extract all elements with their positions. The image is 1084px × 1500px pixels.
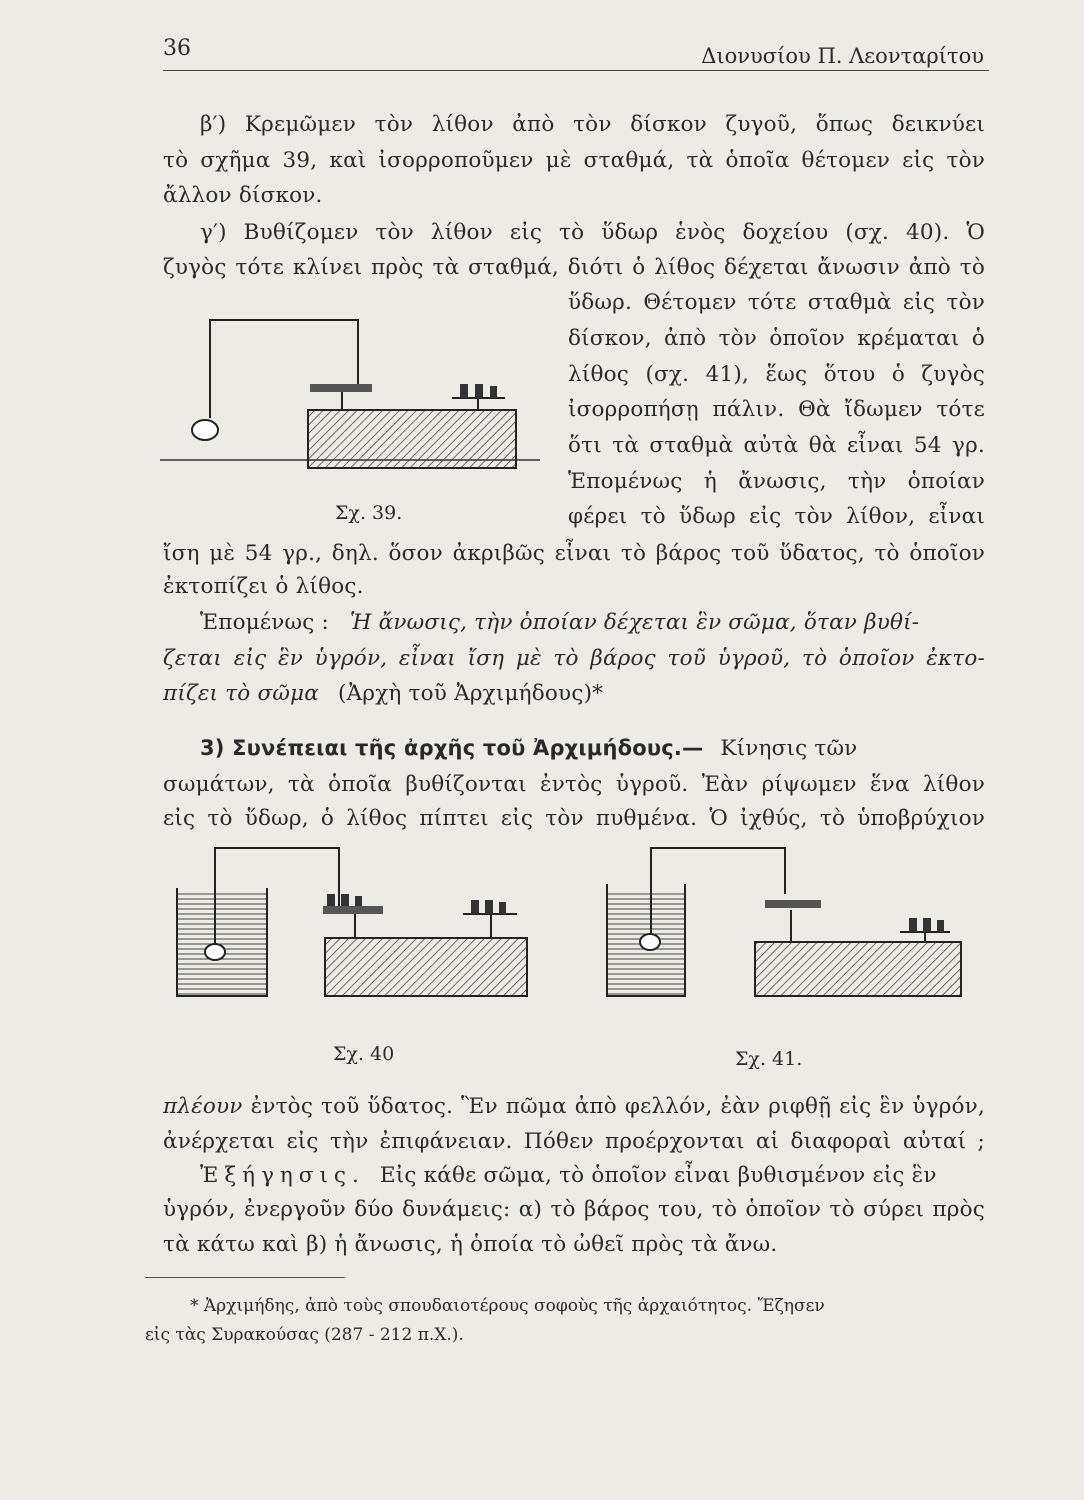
text-line: ὅτι τὰ σταθμὰ αὐτὰ θὰ εἶναι 54 γρ. (568, 433, 985, 458)
text-line (163, 1094, 985, 1119)
figure-41-balance-diagram (605, 840, 970, 1000)
text-line: τὰ κάτω καὶ β) ἡ ἄνωσις, ἡ ὁποία τὸ ὠθεῖ πρὸς τὰ ἄνω. (163, 1232, 778, 1257)
text-run: Εἰς κάθε σῶμα, τὸ ὁποῖον εἶναι βυθισμένον εἰς ἓν (379, 1163, 937, 1188)
text-line: ὕδωρ. Θέτομεν τότε σταθμὰ εἰς τὸν (568, 290, 985, 315)
text-line: λίθος (σχ. 41), ἕως ὅτου ὁ ζυγὸς (568, 362, 985, 387)
text-line: δίσκον, ἀπὸ τὸν ὁποῖον κρέμαται ὁ (568, 326, 985, 351)
emphasis-word: πλέουν (163, 1094, 243, 1119)
text-line: ὑγρόν, ἐνεργοῦν δύο δυνάμεις: α) τὸ βάρος του, τὸ ὁποῖον τὸ σύρει πρὸς (163, 1197, 985, 1222)
lead-word: Ἑπομένως : (200, 610, 329, 635)
section-heading: 3) Συνέπειαι τῆς ἀρχῆς τοῦ Ἀρχιμήδους.— (200, 736, 704, 760)
text-line: Ἑπομένως ἡ ἄνωσις, τὴν ὁποίαν (568, 469, 985, 494)
spaced-term: Ἐξήγησις. (200, 1163, 365, 1188)
text-line: ἴση μὲ 54 γρ., δηλ. ὅσον ἀκριβῶς εἶναι τὸ βάρος τοῦ ὕδατος, τὸ ὁποῖον (163, 541, 985, 566)
text-line: γ′) Βυθίζομεν τὸν λίθον εἰς τὸ ὕδωρ ἑνὸς δοχείου (σχ. 40). Ὁ (200, 220, 985, 245)
figure-40-caption: Σχ. 40 (333, 1043, 395, 1065)
text-line: ζυγὸς τότε κλίνει πρὸς τὰ σταθμά, διότι ὁ λίθος δέχεται ἄνωσιν ἀπὸ τὸ (163, 255, 985, 280)
text-line: εἰς τὸ ὕδωρ, ὁ λίθος πίπτει εἰς τὸν πυθμένα. Ὁ ἰχθύς, τὸ ὑποβρύχιον (163, 806, 985, 831)
footnote-line: * Ἀρχιμήδης, ἀπὸ τοὺς σπουδαιοτέρους σοφοὺς τῆς ἀρχαιότητος. Ἔζησεν (190, 1296, 825, 1316)
page-number: 36 (163, 36, 191, 61)
text-line: σωμάτων, τὰ ὁποῖα βυθίζονται ἐντὸς ὑγροῦ. Ἐὰν ρίψωμεν ἕνα λίθον (163, 772, 985, 797)
principle-text: Ἡ ἄνωσις, τὴν ὁποίαν δέχεται ἓν σῶμα, ὅταν βυθί- (350, 610, 920, 635)
text-line: ἀνέρχεται εἰς τὴν ἐπιφάνειαν. Πόθεν προέρχονται αἱ διαφοραὶ αὐταί ; (163, 1129, 985, 1154)
text-line: ἐκτοπίζει ὁ λίθος. (163, 574, 364, 599)
text-line: φέρει τὸ ὕδωρ εἰς τὸν λίθον, εἶναι (568, 504, 985, 529)
text-line: ζεται εἰς ἓν ὑγρόν, εἶναι ἴση μὲ τὸ βάρος τοῦ ὑγροῦ, τὸ ὁποῖον ἐκτο- (163, 646, 985, 671)
figure-39-balance-diagram (160, 310, 540, 470)
text-line: ἰσορροπήσῃ πάλιν. Θὰ ἴδωμεν τότε (568, 397, 985, 422)
principle-name: (Ἀρχὴ τοῦ Ἀρχιμήδους)* (338, 681, 604, 706)
principle-text: πίζει τὸ σῶμα (163, 681, 319, 706)
text-line (200, 610, 985, 635)
text-run: ἐντὸς τοῦ ὕδατος. Ἓν πῶμα ἀπὸ φελλόν, ἐὰν ριφθῇ εἰς ἓν ὑγρόν, (250, 1094, 985, 1119)
text-line (163, 681, 603, 706)
footnote-line: εἰς τὰς Συρακούσας (287 - 212 π.Χ.). (145, 1325, 464, 1345)
figure-41-caption: Σχ. 41. (735, 1048, 803, 1070)
text-line (200, 1163, 985, 1188)
section-subheading: Κίνησις τῶν (720, 736, 858, 761)
text-line: τὸ σχῆμα 39, καὶ ἰσορροποῦμεν μὲ σταθμά, τὰ ὁποῖα θέτομεν εἰς τὸν (163, 148, 985, 173)
footnote-rule (145, 1277, 345, 1278)
header-rule (163, 70, 989, 71)
running-header-author: Διονυσίου Π. Λεονταρίτου (701, 44, 984, 68)
text-line: ἄλλον δίσκον. (163, 183, 323, 208)
text-line (200, 736, 985, 761)
text-line: β′) Κρεμῶμεν τὸν λίθον ἀπὸ τὸν δίσκον ζυγοῦ, ὅπως δεικνύει (200, 112, 985, 137)
figure-39-caption: Σχ. 39. (335, 502, 403, 524)
figure-40-balance-diagram (175, 840, 545, 1000)
